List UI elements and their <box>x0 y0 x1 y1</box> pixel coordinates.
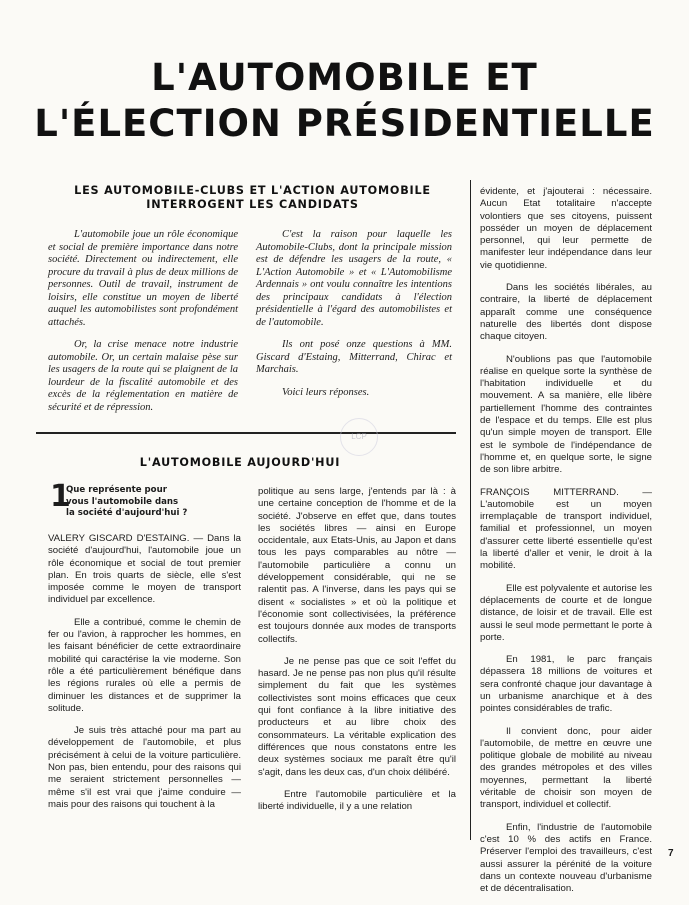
answer-paragraph: Il convient donc, pour aider l'automobile, de mettre en œuvre une politique globale de mobilité au niveau des grandes métropoles et des villes moyennes, permettant la liberté véritable de choisir son moyen de transport, individuel et collectif. <box>480 725 652 811</box>
answer-paragraph: évidente, et j'ajouterai : nécessaire. Aucun Etat totalitaire n'accepte volontiers que ses citoyens, puissent posséder un moyen de déplacement personnel, qui leur permette de manifester leur indépendance dans leur vie quotidienne. <box>480 186 652 271</box>
answer-paragraph: Elle a contribué, comme le chemin de fer ou l'avion, à rapprocher les hommes, en les faisant bénéficier de cette extraordinaire mobilité qui caractérise la vie moderne. Son rôle a été particulièrement bénéfique dans les régions rurales où elle a permis de diminuer les distances et de supprimer la solitude. <box>48 616 241 714</box>
intro-paragraph: Ils ont posé onze questions à MM. Giscard d'Estaing, Mitterrand, Chirac et Marchais. <box>256 339 452 375</box>
answer-paragraph: Je suis très attaché pour ma part au développement de l'automobile, et plus précisément à celui de la voiture particulière. Non pas, bien entendu, pour des raisons qui me seraient strictement personnelles — même s'il est vrai que j'aime conduire — mais pour des raisons qui touchent à la <box>48 725 241 810</box>
intro-paragraph: C'est la raison pour laquelle les Automobile-Clubs, dont la principale mission est de défendre les usagers de la route, « L'Action Automobile » et « L'Automobilisme Ardennais » ont voulu connaître les intentions des principaux candidats à l'élection présidentielle à l'égard des automobilistes et de l'automobile. <box>256 229 452 328</box>
answer-column-1 <box>48 533 241 821</box>
section-heading-today: L'AUTOMOBILE AUJOURD'HUI <box>139 456 341 469</box>
answer-paragraph: Enfin, l'industrie de l'automobile c'est 10 % des actifs en France. Préserver l'emploi des travailleurs, c'est aussi assurer la pérénité de la voiture dans un contexte nouveau d'urbanisme et de décentralisation. <box>480 821 652 895</box>
answer-paragraph: En 1981, le parc français dépassera 18 millions de voitures et sera confronté chaque jour davantage à un urbanisme anarchique et à des pointes considérables de trafic. <box>480 654 652 715</box>
answer-paragraph: N'oublions pas que l'automobile réalise en quelque sorte la synthèse de l'habitation individuelle et du mouvement. A sa manière, elle libère partiellement l'homme des contraintes de l'espace et du temps. Elle est plus qu'un simple moyen de transport. Elle est le symbole de l'indépendance de l'homme et, en quelque sorte, le signe de son libre arbitre. <box>480 353 652 476</box>
column-divider <box>470 180 471 840</box>
intro-paragraph: Voici leurs réponses. <box>282 386 370 398</box>
page-title-line1: L'AUTOMOBILE ET <box>151 56 538 99</box>
question-number: 1 <box>50 479 71 514</box>
answer-paragraph: politique au sens large, j'entends par là : à une certaine conception de l'homme et de la société. J'observe en effet que, dans toutes les sociétés libres — ainsi en Europe occidentale, aux Etats-Unis, au Japon et dans tous les pays comparables au nôtre — l'automobile particulière a connu un développement considérable, qui ne se ralentit pas. A l'inverse, dans les pays qui se disent « socialistes » et où la politique et l'économie sont collectivisées, la préférence est toujours donnée aux modes de transports collectifs. <box>258 486 456 645</box>
answer-paragraph: Je ne pense pas que ce soit l'effet du hasard. Je ne pense pas non plus qu'il résulte simplement du fait que les systèmes collectivistes sont moins efficaces que ceux qui font confiance à la libre initiative des producteurs et au libre choix des consommateurs. La véritable explication des différences que nous constatons entre les deux systèmes sociaux me paraît être qu'il s'agit, dans les deux cas, d'un choix délibéré. <box>258 655 456 778</box>
intro-paragraph: L'automobile joue un rôle économique et social de première importance dans notre société. Directement ou indirectement, elle procure du travail à plus de deux millions de personnes. Outil de travail, instrument de loisirs, elle constitue un moyen de liberté auquel les automobilistes sont profondément attachés. <box>48 229 238 328</box>
answer-column-3 <box>480 186 652 905</box>
intro-left-column <box>48 229 238 424</box>
intro-paragraph: Or, la crise menace notre industrie automobile. Or, un certain malaise pèse sur les usagers de la route qui se plaignent de la lourdeur de la fiscalité automobile et des excès de la réglementation en matière de sécurité et de répression. <box>48 339 238 413</box>
answer-paragraph: Elle est polyvalente et autorise les déplacements de courte et de longue distance, de loisir et de travail. Elle est aussi le seul mode permettant le porte à porte. <box>480 582 652 643</box>
section-heading-candidates <box>50 184 455 212</box>
intro-right-column <box>256 229 452 409</box>
question-text: Que représente pour vous l'automobile dans la société d'aujourd'hui ? <box>66 485 188 518</box>
answer-paragraph: FRANÇOIS MITTERRAND. — L'automobile est un moyen irremplaçable de transport individuel, familial et professionnel, un moyen d'assurer cette liberté essentielle qu'est la liberté d'aller et venir, le droit à la mobilité. <box>480 486 652 572</box>
answer-column-2 <box>258 486 456 823</box>
answer-paragraph: Dans les sociétés libérales, au contraire, la liberté de déplacement apparaît comme une conséquence naturelle des libertés dont dispose chaque citoyen. <box>480 282 652 343</box>
answer-paragraph: VALERY GISCARD D'ESTAING. — Dans la société d'aujourd'hui, l'automobile joue un rôle économique et social de tout premier plan. En trois quarts de siècle, elle s'est imposée comme le moyen de transport individuel par excellence. <box>48 533 241 606</box>
section-heading-line2: INTERROGENT LES CANDIDATS <box>146 198 359 211</box>
page-number: 7 <box>668 848 674 859</box>
answer-paragraph: Entre l'automobile particulière et la liberté individuelle, il y a une relation <box>258 788 456 813</box>
watermark-stamp: LCP <box>340 418 378 456</box>
section-heading-line1: LES AUTOMOBILE-CLUBS ET L'ACTION AUTOMOBILE <box>74 184 431 197</box>
page-title-line2: L'ÉLECTION PRÉSIDENTIELLE <box>34 102 655 145</box>
horizontal-rule <box>36 432 456 434</box>
